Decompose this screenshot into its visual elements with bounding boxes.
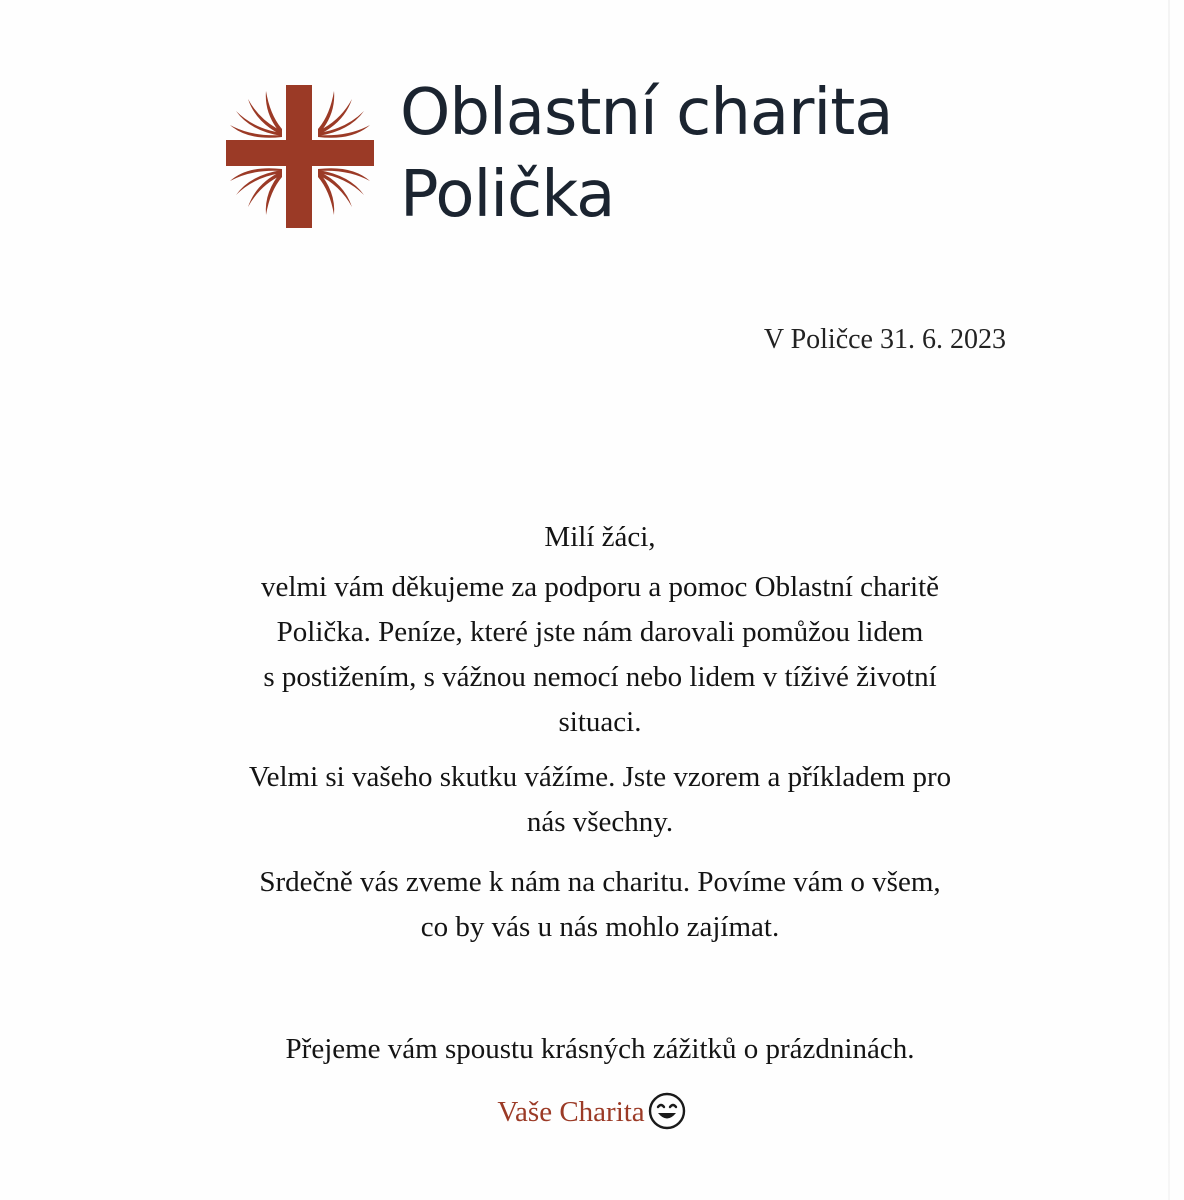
greeting-text: Milí žáci, <box>544 521 656 553</box>
caritas-cross-icon <box>226 85 374 228</box>
signature <box>0 1090 1184 1135</box>
organization-name-line1: Oblastní charita <box>400 76 893 150</box>
letter-date: V Poličce 31. 6. 2023 <box>763 324 1006 355</box>
paragraph-appreciation <box>150 755 1050 845</box>
paragraph-line: nás všechny. <box>526 806 674 838</box>
paragraph-line: velmi vám děkujeme za podporu a pomoc Oblastní charitě <box>260 571 940 603</box>
paragraph-line: Velmi si vašeho skutku vážíme. Jste vzorem a příkladem pro <box>248 761 952 793</box>
greeting <box>150 515 1050 560</box>
paragraph-thanks <box>150 565 1050 745</box>
paragraph-invitation <box>150 860 1050 950</box>
paragraph-line: Srdečně vás zveme k nám na charitu. Povíme vám o všem, <box>259 866 941 898</box>
paragraph-line: situaci. <box>558 706 642 738</box>
scan-edge <box>1168 0 1170 1200</box>
holiday-wish <box>150 1027 1050 1072</box>
smiley-icon <box>647 1091 687 1131</box>
paragraph-line: s postižením, s vážnou nemocí nebo lidem v tíživé životní <box>263 661 937 693</box>
paragraph-line: co by vás u nás mohlo zajímat. <box>420 911 780 943</box>
wish-text: Přejeme vám spoustu krásných zážitků o prázdninách. <box>285 1033 915 1065</box>
organization-name-line2: Polička <box>400 158 615 232</box>
organization-name <box>400 72 893 236</box>
signature-text: Vaše Charita <box>497 1096 645 1128</box>
paragraph-line: Polička. Peníze, které jste nám darovali pomůžou lidem <box>276 616 924 648</box>
